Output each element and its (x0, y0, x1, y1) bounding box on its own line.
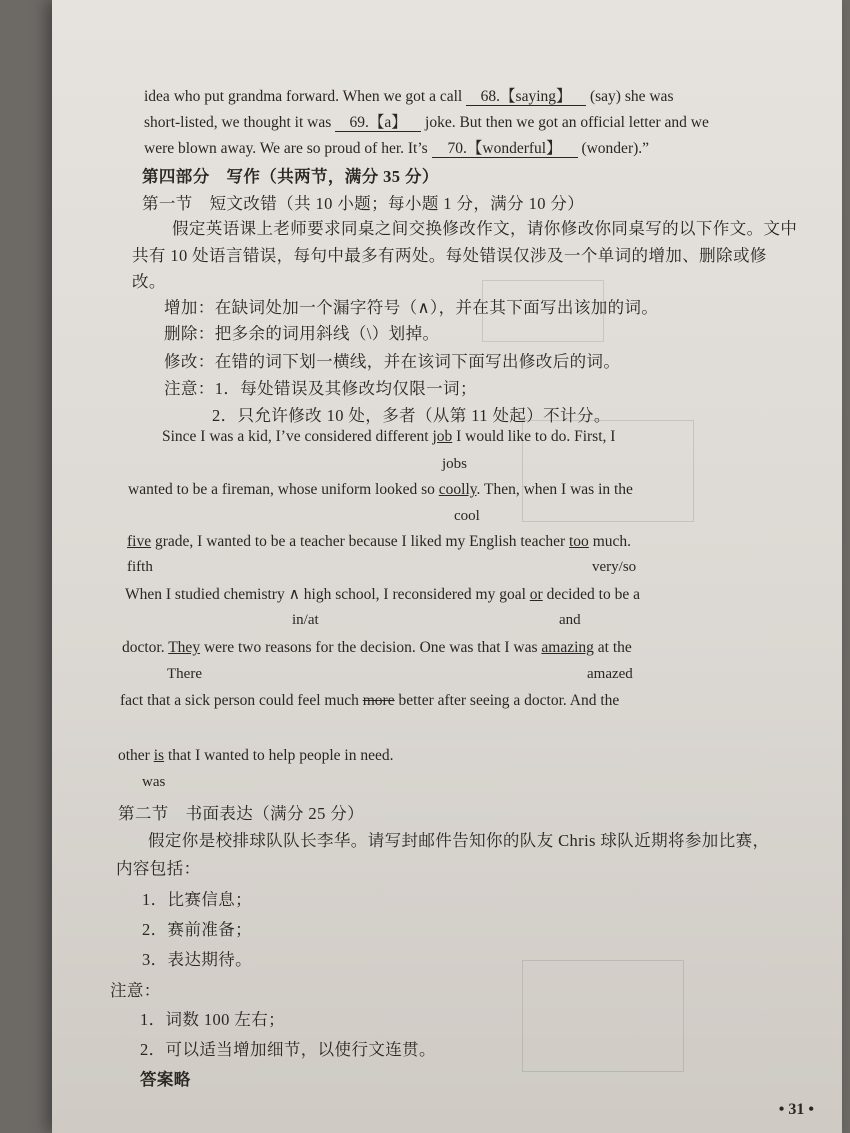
essay-line-7: other is that I wanted to help people in need. (118, 747, 394, 764)
correction-word: very/so (592, 559, 637, 575)
essay-line-1: Since I was a kid, I’ve considered different job I would like to do. First, I (162, 428, 616, 445)
part4-title: 第四部分 写作（共两节，满分 35 分） (142, 167, 439, 186)
answer-omitted: 答案略 (140, 1070, 191, 1089)
error-word: amazing (541, 639, 594, 656)
essay-line-6: fact that a sick person could feel much more better after seeing a doctor. And the (120, 692, 620, 709)
passage-line-1: idea who put grandma forward. When we got a call 68.【saying】 (say) she was (144, 88, 674, 105)
correction-word: was (142, 774, 166, 790)
show-through-box (522, 960, 684, 1072)
note-item-2: 2．可以适当增加细节，以使行文连贯。 (140, 1040, 436, 1059)
answer-blank-69: 69.【a】 (335, 115, 421, 132)
deleted-word: more (362, 692, 395, 709)
note-1: 注意：1．每处错误及其修改均仅限一词； (164, 379, 477, 398)
rule-delete: 删除：把多余的词用斜线（\）划掉。 (164, 324, 440, 343)
rule-modify: 修改：在错的词下划一横线，并在该词下面写出修改后的词。 (164, 352, 621, 371)
section1-title: 第一节 短文改错（共 10 小题；每小题 1 分，满分 10 分） (142, 194, 585, 213)
essay-line-5: doctor. They were two reasons for the decision. One was that I was amazing at the (122, 639, 632, 656)
answer-blank-68: 68.【saying】 (466, 89, 586, 106)
essay-line-2: wanted to be a fireman, whose uniform looked so coolly. Then, when I was in the (128, 481, 633, 498)
passage-line-3: were blown away. We are so proud of her. It’s 70.【wonderful】 (wonder).” (144, 140, 650, 157)
essay-line-3: five grade, I wanted to be a teacher because I liked my English teacher too much. (127, 533, 631, 550)
correction-word: in/at (292, 612, 319, 628)
content-item-3: 3．表达期待。 (142, 950, 253, 969)
error-word: They (168, 639, 201, 656)
essay-line-4: When I studied chemistry ∧ high school, I reconsidered my goal or decided to be a (125, 586, 640, 603)
correction-word: fifth (127, 559, 153, 575)
correction-word: amazed (587, 666, 633, 682)
section2-intro-line-1: 假定你是校排球队队长李华。请写封邮件告知你的队友 Chris 球队近期将参加比赛， (148, 831, 770, 850)
section2-title: 第二节 书面表达（满分 25 分） (118, 804, 365, 823)
note-label: 注意： (110, 981, 161, 1000)
correction-word: jobs (442, 456, 468, 472)
note-item-1: 1．词数 100 左右； (140, 1010, 286, 1029)
content-item-2: 2．赛前准备； (142, 920, 253, 939)
error-word: or (529, 586, 543, 603)
rule-add: 增加：在缺词处加一个漏字符号（∧），并在其下面写出该加的词。 (164, 298, 659, 317)
correction-word: There (167, 666, 202, 682)
passage-line-2: short-listed, we thought it was 69.【a】 joke. But then we got an official letter and we (144, 114, 709, 131)
error-word: job (432, 428, 453, 445)
section2-intro-line-2: 内容包括： (116, 859, 201, 878)
answer-blank-70: 70.【wonderful】 (432, 141, 578, 158)
correction-word: cool (454, 508, 480, 524)
error-word: five (127, 533, 152, 550)
page-number: • 31 • (778, 1101, 814, 1118)
error-word: is (153, 747, 165, 764)
section1-intro-line-1: 假定英语课上老师要求同桌之间交换修改作文，请你修改你同桌写的以下作文。文中 (172, 219, 798, 238)
section1-intro-line-3: 改。 (132, 272, 166, 291)
error-word: coolly (438, 481, 477, 498)
error-word: too (569, 533, 589, 550)
document-page (52, 0, 842, 1133)
content-item-1: 1．比赛信息； (142, 890, 253, 909)
note-2: 2．只允许修改 10 处，多者（从第 11 处起）不计分。 (212, 406, 611, 425)
section1-intro-line-2: 共有 10 处语言错误，每句中最多有两处。每处错误仅涉及一个单词的增加、删除或修 (132, 246, 767, 265)
correction-word: and (559, 612, 581, 628)
